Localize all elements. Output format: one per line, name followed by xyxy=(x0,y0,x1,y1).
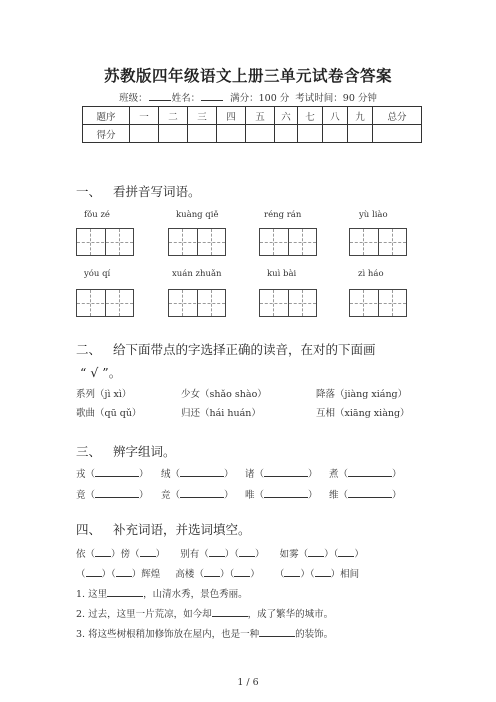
score-cell[interactable] xyxy=(298,125,323,143)
answer-blank[interactable] xyxy=(116,567,132,577)
zuci-item: 煮（ ） xyxy=(329,469,402,480)
answer-blank[interactable] xyxy=(86,567,102,577)
table-cell: 二 xyxy=(159,107,188,125)
section-title: 看拼音写词语。 xyxy=(112,184,201,199)
reading-word: 少女 xyxy=(181,389,201,400)
answer-blank[interactable] xyxy=(140,547,156,557)
score-table-row xyxy=(83,125,422,143)
section-number: 二、 xyxy=(76,342,102,357)
name-blank xyxy=(201,91,223,101)
name-label: 姓名： xyxy=(171,93,201,104)
idiom-text: 如雾 xyxy=(279,549,299,560)
pinyin-label: yù liào xyxy=(359,210,388,220)
pinyin-label: zì háo xyxy=(358,269,384,279)
idiom-text: 傍 xyxy=(120,549,131,560)
writing-grid[interactable] xyxy=(76,289,134,317)
answer-blank[interactable] xyxy=(209,547,225,557)
section-title: 给下面带点的字选择正确的读音，在对的下面画 xyxy=(112,342,376,357)
reading-options[interactable]: （jì xì） xyxy=(95,389,132,400)
section-number: 一、 xyxy=(76,184,102,199)
sentence-text: 3. 将这些树根稍加修饰放在屋内，也是一种 xyxy=(76,629,260,640)
answer-blank[interactable] xyxy=(308,547,324,557)
score-cell[interactable] xyxy=(373,125,422,143)
score-cell[interactable] xyxy=(323,125,348,143)
table-cell: 题序 xyxy=(83,107,130,125)
reading-options[interactable]: （hái huán） xyxy=(200,408,261,419)
table-cell: 三 xyxy=(188,107,217,125)
zuci-char: 绒 xyxy=(161,469,171,480)
answer-blank[interactable] xyxy=(180,467,224,477)
score-table-header xyxy=(83,107,422,125)
answer-blank[interactable] xyxy=(234,567,250,577)
answer-blank[interactable] xyxy=(259,627,295,637)
zuci-item: 诸（ ） xyxy=(245,469,318,480)
reading-item xyxy=(316,386,407,400)
fill-sentence-2 xyxy=(76,606,333,620)
writing-grid[interactable] xyxy=(259,228,317,256)
zuci-char: 维 xyxy=(329,490,339,501)
fill-sentence-1 xyxy=(76,586,248,600)
zuci-item: 绒（ ） xyxy=(161,469,234,480)
score-cell[interactable] xyxy=(130,125,159,143)
answer-blank[interactable] xyxy=(95,547,111,557)
exam-time: 考试时间：90 分钟 xyxy=(295,93,377,104)
writing-grid[interactable] xyxy=(349,289,407,317)
reading-word: 降落 xyxy=(316,389,336,400)
sentence-text: 1. 这里 xyxy=(76,589,108,600)
answer-blank[interactable] xyxy=(348,488,392,498)
sentence-text: ，山清水秀，景色秀丽。 xyxy=(143,589,248,600)
section-2-heading-cont: “ √ ”。 xyxy=(80,365,122,380)
idiom-text: 相间 xyxy=(340,569,360,580)
writing-grid[interactable] xyxy=(76,228,134,256)
writing-grid[interactable] xyxy=(168,228,226,256)
score-cell[interactable] xyxy=(159,125,188,143)
reading-item xyxy=(76,405,141,419)
zuci-item: 唯（ ） xyxy=(245,490,318,501)
reading-item xyxy=(316,405,410,419)
writing-grid[interactable] xyxy=(168,289,226,317)
zuci-char: 竟 xyxy=(76,490,86,501)
writing-grid[interactable] xyxy=(349,228,407,256)
answer-blank[interactable] xyxy=(95,488,139,498)
idiom-text: 高楼 xyxy=(175,569,195,580)
answer-blank[interactable] xyxy=(315,567,331,577)
class-label: 班级： xyxy=(119,93,148,104)
section-title: 补充词语，并选词填空。 xyxy=(112,522,251,537)
sentence-text: 的装饰。 xyxy=(295,629,334,640)
idiom-text: 辉煌 xyxy=(141,569,161,580)
zuci-char: 煮 xyxy=(329,469,339,480)
pinyin-label: fǒu zé xyxy=(84,210,110,220)
answer-blank[interactable] xyxy=(284,567,300,577)
idiom-row-2: （ ）（ ）辉煌 高楼（ ）（ ） （ ）（ ）相间 xyxy=(76,569,360,580)
table-cell: 九 xyxy=(348,107,373,125)
answer-blank[interactable] xyxy=(264,488,308,498)
table-cell: 四 xyxy=(217,107,246,125)
answer-blank[interactable] xyxy=(107,587,143,597)
section-number: 三、 xyxy=(76,444,102,459)
sentence-text: ，成了繁华的城市。 xyxy=(247,609,334,620)
reading-options[interactable]: （shǎo shào） xyxy=(200,389,267,400)
table-cell: 六 xyxy=(275,107,298,125)
score-cell[interactable] xyxy=(246,125,275,143)
reading-word: 归还 xyxy=(181,408,201,419)
score-table xyxy=(82,106,422,143)
document-title: 苏教版四年级语文上册三单元试卷含答案 xyxy=(103,66,392,85)
reading-word: 系列 xyxy=(76,389,96,400)
section-4-heading xyxy=(76,520,250,538)
pinyin-label: kuì bài xyxy=(267,269,297,279)
pinyin-label: réng rán xyxy=(264,210,302,220)
answer-blank[interactable] xyxy=(348,467,392,477)
pinyin-label: kuàng qiě xyxy=(176,210,219,220)
score-cell[interactable] xyxy=(275,125,298,143)
pinyin-label: xuán zhuǎn xyxy=(172,269,222,279)
table-cell: 得分 xyxy=(83,125,130,143)
reading-item xyxy=(76,386,131,400)
score-cell[interactable] xyxy=(188,125,217,143)
full-score: 满分：100 分 xyxy=(230,93,290,104)
table-cell: 七 xyxy=(298,107,323,125)
answer-blank[interactable] xyxy=(95,467,139,477)
zuci-char: 竞 xyxy=(161,490,171,501)
answer-blank[interactable] xyxy=(212,607,248,617)
zuci-item: 维（ ） xyxy=(329,490,402,501)
answer-blank[interactable] xyxy=(180,488,224,498)
table-cell: 八 xyxy=(323,107,348,125)
answer-blank[interactable] xyxy=(239,547,255,557)
reading-options[interactable]: （qū qǔ） xyxy=(95,408,142,419)
zuci-char: 唯 xyxy=(245,490,255,501)
table-cell: 五 xyxy=(246,107,275,125)
zuci-item: 竟（ ） xyxy=(76,490,149,501)
reading-options[interactable]: （jiàng xiáng） xyxy=(335,389,408,400)
idiom-text: 别有 xyxy=(180,549,200,560)
reading-options[interactable]: （xiāng xiàng） xyxy=(335,408,410,419)
table-cell: 总分 xyxy=(373,107,422,125)
score-cell[interactable] xyxy=(348,125,373,143)
page-number: 1 / 6 xyxy=(237,677,259,688)
idiom-row-1: 依（ ）傍（ ） 别有（ ）（ ） 如雾（ ）（ ） xyxy=(76,549,364,560)
zuci-char: 戎 xyxy=(76,469,86,480)
section-number: 四、 xyxy=(76,522,102,537)
answer-blank[interactable] xyxy=(204,567,220,577)
section-1-heading xyxy=(76,182,200,200)
reading-item xyxy=(181,386,267,400)
fill-sentence-3 xyxy=(76,626,333,640)
table-cell: 一 xyxy=(130,107,159,125)
section-title: 辨字组词。 xyxy=(112,444,176,459)
section-2-heading xyxy=(76,340,375,358)
class-blank xyxy=(149,91,171,101)
score-cell[interactable] xyxy=(217,125,246,143)
writing-grid[interactable] xyxy=(259,289,317,317)
reading-item xyxy=(181,405,261,419)
zuci-item: 戎（ ） xyxy=(76,469,149,480)
zuci-item: 竞（ ） xyxy=(161,490,234,501)
section-3-heading xyxy=(76,442,175,460)
sentence-text: 2. 过去，这里一片荒凉，如今却 xyxy=(76,609,212,620)
reading-word: 歌曲 xyxy=(76,408,96,419)
answer-blank[interactable] xyxy=(264,467,308,477)
idiom-text: 依 xyxy=(76,549,86,560)
pinyin-label: yóu qí xyxy=(84,269,111,279)
answer-blank[interactable] xyxy=(338,547,354,557)
zuci-char: 诸 xyxy=(245,469,255,480)
exam-info xyxy=(0,90,496,104)
reading-word: 互相 xyxy=(316,408,336,419)
